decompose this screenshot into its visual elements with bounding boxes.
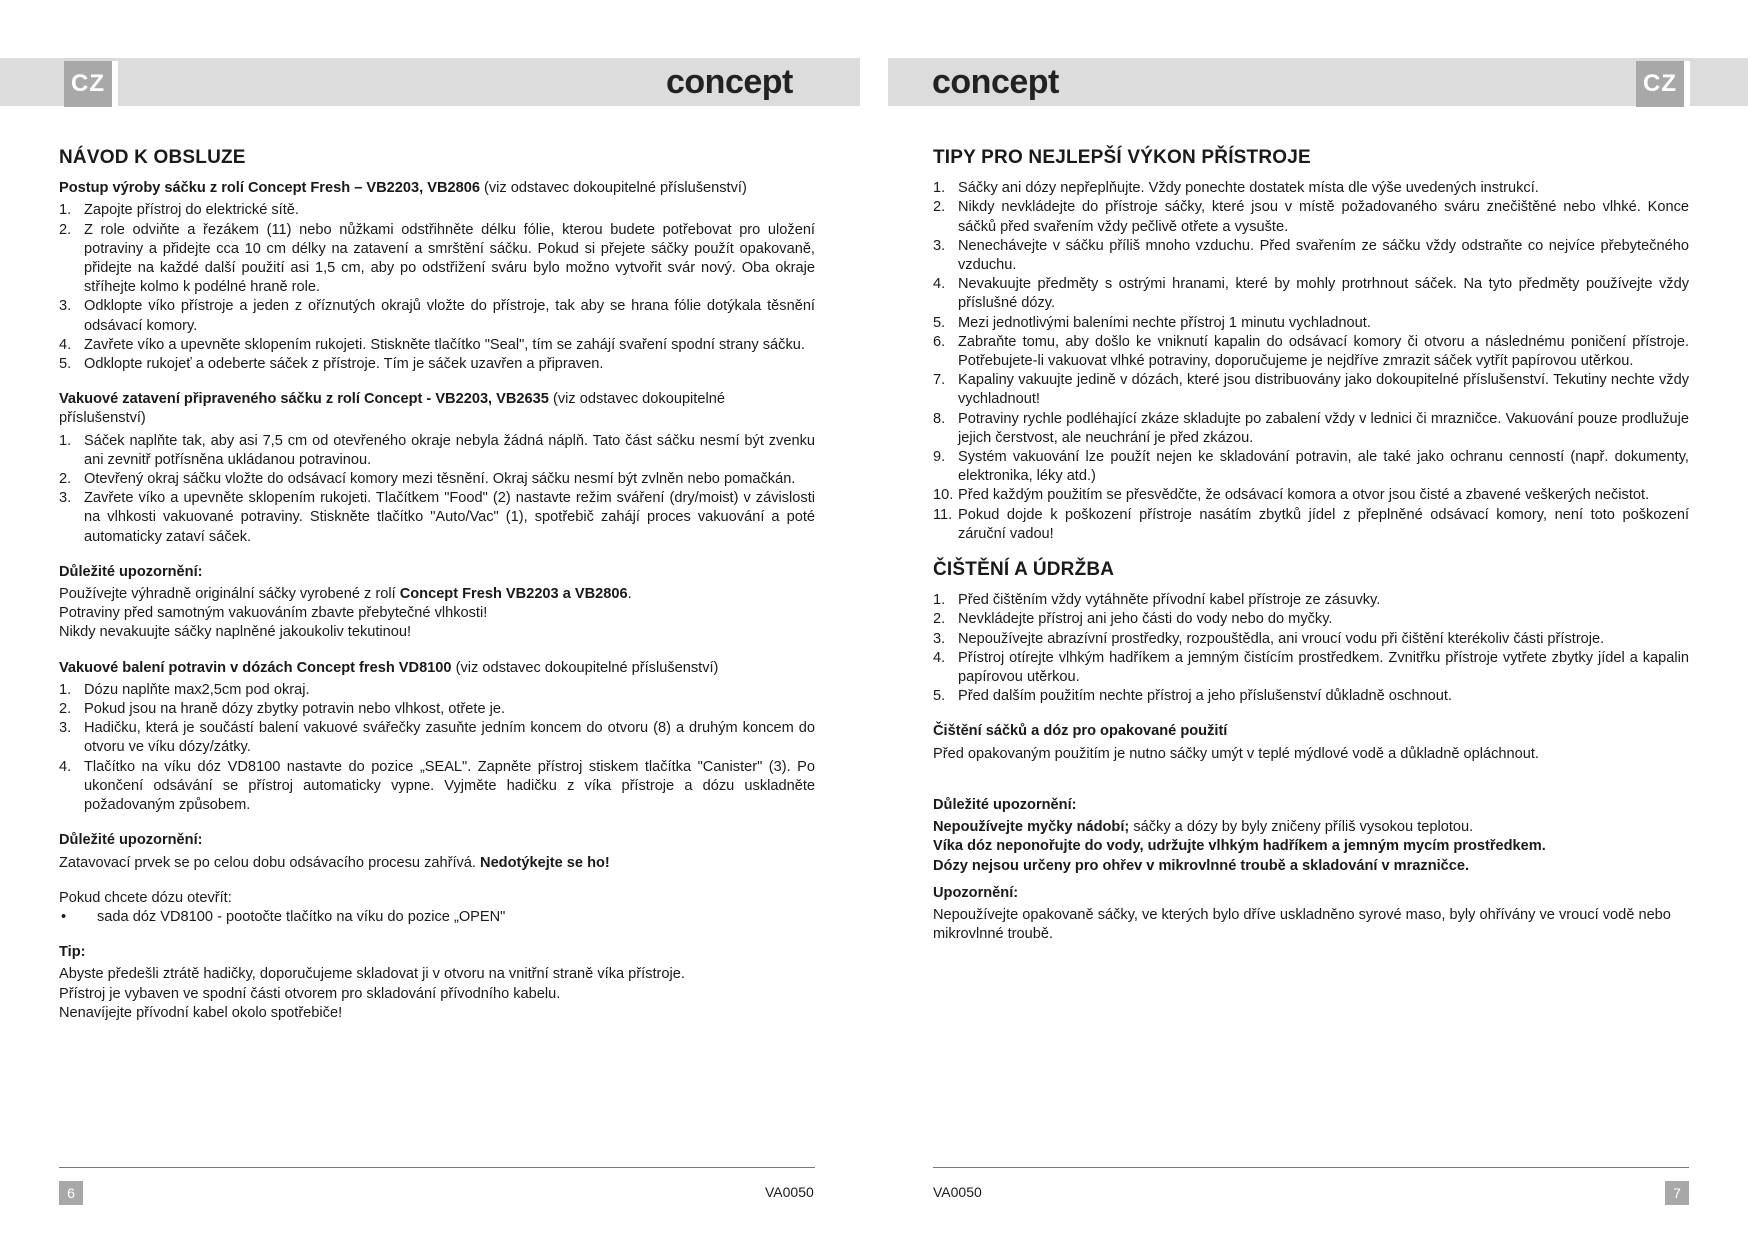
cleaning-list [933,591,1689,706]
model-code-left: VA0050 [765,1184,814,1200]
section-heading: Postup výroby sáčku z rolí Concept Fresh – VB2203, VB2806 (viz odstavec dokoupitelné příslušenství) [59,180,747,197]
brand-logo-left: concept [666,62,793,101]
lang-badge-left: CZ [64,61,112,107]
list-item: 3. Zavřete víko a upevněte sklopením rukojeti. Tlačítkem "Food" (2) nastavte režim sváření (dry/moist) v závislosti na vlhkosti vakuované potraviny. Stiskněte tlačítko "Auto/Vac" (1), spotřebič zahájí proces vakuování a poté automaticky zataví sáček. [59,490,815,545]
footer-rule-left [59,1167,815,1168]
left-page [59,148,815,1039]
list-item: 4. Nevakuujte předměty s ostrými hranami, které by mohly protrhnout sáček. Na tyto předměty používejte vždy příslušné dózy. [933,276,1689,312]
list-item: 2. Nevkládejte přístroj ani jeho části do vody nebo do myčky. [933,611,1333,628]
badge-divider [1684,61,1690,107]
model-code-right: VA0050 [933,1184,982,1200]
brand-logo-right: concept [932,62,1059,101]
list-item: 7. Kapaliny vakuujte jedině v dózách, které jsou distribuovány jako dokoupitelné příslušenství. Tekutiny nechte vždy vychladnout! [933,372,1689,408]
list-item: 2. Z role odviňte a řezákem (11) nebo nůžkami odstřihněte délku fólie, kterou budete potřebovat pro uložení potraviny a přidejte cca 10 cm délky na zatavení a smrštění sáčku. Pokud si přejete sáčky použít opakovaně, přidejte na každé další použití asi 1,5 cm, aby po odstřižení sváru bylo možno vytvořit svár nový. Oba okraje stříhejte kolmo k podélné hraně role. [59,221,815,296]
list-item: 8. Potraviny rychle podléhající zkáze skladujte po zabalení vždy v lednici či mrazničce. Vakuování pouze prodlužuje jejich čerstvost, ale neuchrání je před zkázou. [933,410,1689,446]
list-item: 9. Systém vakuování lze použít nejen ke skladování potravin, ale také jako ochranu cenností (např. dokumenty, elektronika, léky atd.) [933,449,1689,485]
list-item: 4. Tlačítko na víku dóz VD8100 nastavte do pozice „SEAL". Zapněte přístroj stiskem tlačítka "Canister" (3). Po ukončení odsávání se přístroj automaticky vypne. Vyjměte hadičku z víka přístroje a dózu uskladněte požadovaným způsobem. [59,758,815,814]
list-item: 2. Pokud jsou na hraně dózy zbytky potravin nebo vlhkost, otřete je. [59,701,506,718]
list-item: 1. Sáček naplňte tak, aby asi 7,5 cm od otevřeného okraje nebyla žádná náplň. Tato část sáčku nesmí být zvenku ani zevnitř potřísněna ukládanou potravinou. [59,432,815,468]
list-item: 6. Zabraňte tomu, aby došlo ke vniknutí kapalin do odsávací komory či otvoru a následnému poničení přístroje. Potřebujete-li vakuovat vlhké potraviny, doporučujeme je nejdříve zmrazit sáček vytřít papírovou utěrkou. [933,333,1689,370]
list-item: 3. Odklopte víko přístroje a jeden z oříznutých okrajů vložte do přístroje, tak aby se hrana fólie dotýkala těsnění odsávací komory. [59,298,815,334]
list-item: 10. Před každým použitím se přesvědčte, že odsávací komora a otvor jsou čisté a zbavené veškerých nečistot. [933,487,1650,504]
reuse-note: Čištění sáčků a dóz pro opakované použití Před opakovaným použitím je nutno sáčky umýt v teplé mýdlové vodě a důkladně opláchnout. [933,723,1539,762]
right-page [933,148,1689,960]
lang-badge-right: CZ [1636,61,1684,107]
page-title: NÁVOD K OBSLUZE [59,147,246,168]
list-item: 3. Hadičku, která je součástí balení vakuové svářečky zasuňte jedním koncem do otvoru (8) a druhým koncem do otvoru ve víku dózy/zátky. [59,720,815,756]
section-title: TIPY PRO NEJLEPŠÍ VÝKON PŘÍSTROJE [933,147,1311,168]
list-item: 4. Přístroj otírejte vlhkým hadříkem a jemným čistícím prostředkem. Zvnitřku přístroje vytřete zbytky jídel a kapalin papírovou utěrkou. [933,649,1689,686]
important-note: Důležité upozornění: Používejte výhradně originální sáčky vyrobené z rolí Concept Fresh VB2203 a VB2806. Potraviny před samotným vakuováním zbavte přebytečné vlhkosti! Nikdy nevakuujte sáčky naplněné jakoukoliv tekutinou! [59,563,632,641]
list-item: 1. Před čištěním vždy vytáhněte přívodní kabel přístroje ze zásuvky. [933,592,1381,609]
caution-note: Upozornění: Nepoužívejte opakovaně sáčky, ve kterých bylo dříve uskladněno syrové maso, byly ohřívány ve vroucí vodě nebo mikrovlnné troubě. [933,884,1671,943]
list-item: 3. Nepoužívejte abrazívní prostředky, rozpouštědla, ani vroucí vodu při čištění kterékoliv části přístroje. [933,630,1605,647]
important-note: Důležité upozornění: Zatavovací prvek se po celou dobu odsávacího procesu zahřívá. Nedotýkejte se ho! [59,832,610,871]
list-item: 2. Otevřený okraj sáčku vložte do odsávací komory mezi těsnění. Okraj sáčku nesmí být zvlněn nebo pomačkán. [59,471,796,488]
tips-list [933,179,1689,544]
instruction-list [59,432,815,547]
important-note: Důležité upozornění: Nepoužívejte myčky nádobí; sáčky a dózy by byly zničeny příliš vysokou teplotou. Víka dóz neponořujte do vody, udržujte vlhkým hadříkem a jemným mycím prostředkem. Dózy nejsou určeny pro ohřev v mikrovlnné troubě a skladování v mrazničce. [933,796,1546,874]
list-item: 4. Zavřete víko a upevněte sklopením rukojeti. Stiskněte tlačítko "Seal", tím se zahájí svaření spodní strany sáčku. [59,336,805,353]
list-item: 2. Nikdy nevkládejte do přístroje sáčky, které jsou v místě požadovaného sváru znečištěné nebo vlhké. Konce sáčků před svařením vždy pečlivě otřete a vysušte. [933,199,1689,235]
tip-note: Tip: Abyste předešli ztrátě hadičky, doporučujeme skladovat ji v otvoru na vnitřní straně víka přístroje. Přístroj je vybaven ve spodní části otvorem pro skladování přívodního kabelu. Nenavíjejte přívodní kabel okolo spotřebiče! [59,944,685,1021]
list-item: 1. Sáčky ani dózy nepřeplňujte. Vždy ponechte dostatek místa dle výše uvedených instrukcí. [933,180,1539,197]
section-heading: Vakuové zatavení připraveného sáčku z rolí Concept - VB2203, VB2635 (viz odstavec dokoupitelné příslušenství) [59,391,725,427]
page-number-right: 7 [1665,1181,1689,1205]
list-item: 1. Zapojte přístroj do elektrické sítě. [59,202,299,219]
badge-divider [112,61,118,107]
list-item: 11. Pokud dojde k poškození přístroje nasátím zbytků jídel z přeplněné odsávací komory, není toto poškození záruční vadou! [933,506,1689,542]
list-item: 5. Mezi jednotlivými baleními nechte přístroj 1 minutu vychladnout. [933,314,1371,331]
list-item: 5. Před dalším použitím nechte přístroj a jeho příslušenství důkladně oschnout. [933,688,1453,705]
section-heading: Vakuové balení potravin v dózách Concept fresh VD8100 (viz odstavec dokoupitelné příslušenství) [59,659,719,676]
open-instructions: Pokud chcete dózu otevřít: • sada dóz VD8100 - pootočte tlačítko na víku do pozice „OPEN" [59,889,506,925]
page-number-left: 6 [59,1181,83,1205]
section-title: ČIŠTĚNÍ A ÚDRŽBA [933,559,1115,581]
list-item: 1. Dózu naplňte max2,5cm pod okraj. [59,681,310,698]
instruction-list [59,681,815,815]
footer-rule-right [933,1167,1689,1168]
list-item: 3. Nenechávejte v sáčku příliš mnoho vzduchu. Před svařením ze sáčku vždy odstraňte co nejvíce přebytečného vzduchu. [933,237,1689,274]
instruction-list [59,201,815,374]
list-item: 5. Odklopte rukojeť a odeberte sáček z přístroje. Tím je sáček uzavřen a připraven. [59,356,604,373]
